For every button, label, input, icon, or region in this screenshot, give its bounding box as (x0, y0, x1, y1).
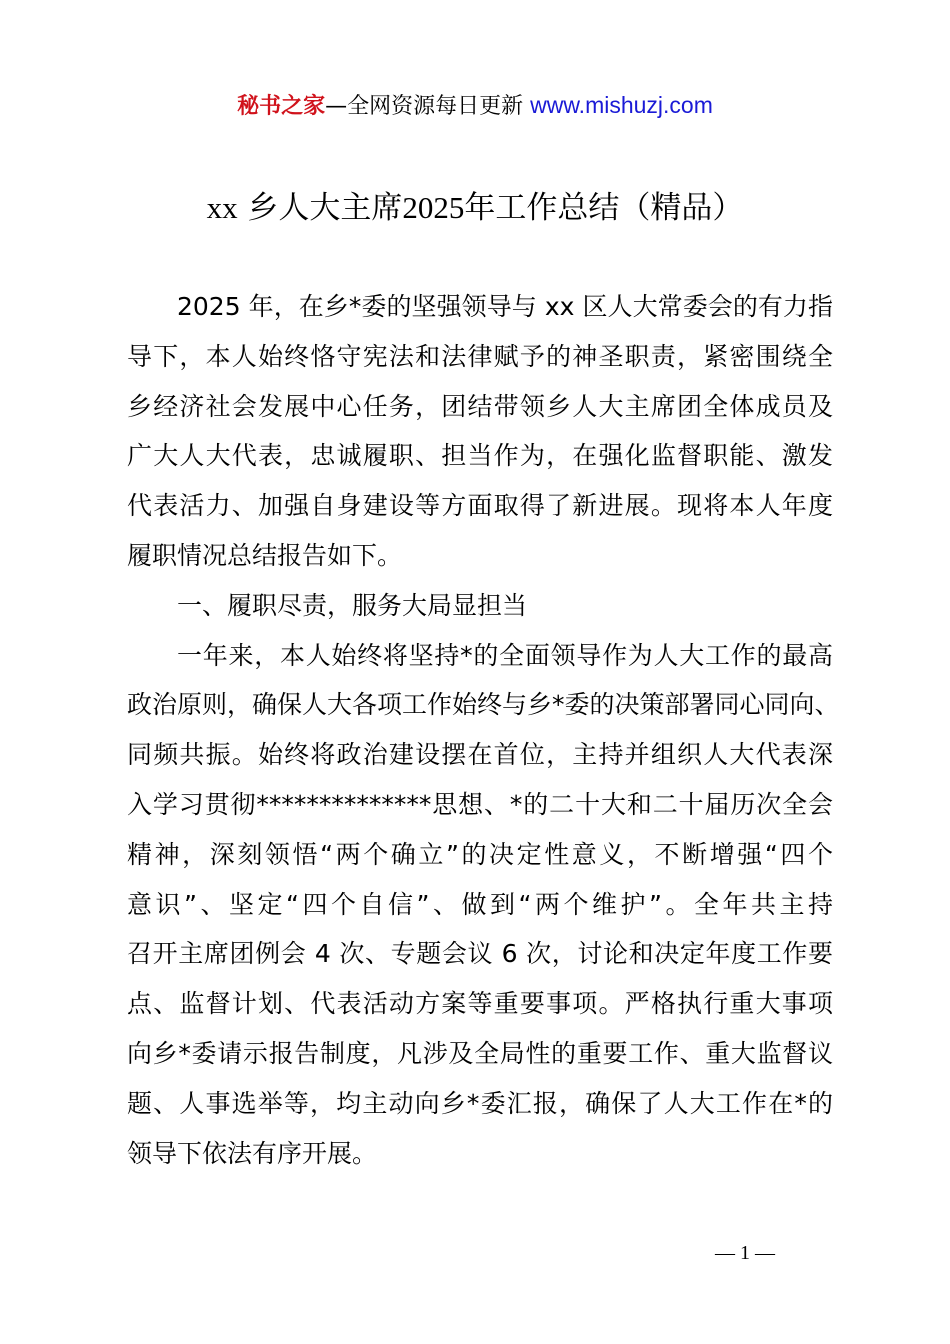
title-part-2: 年工作总结（精品） (464, 190, 744, 226)
paragraph-line: 意识”、坚定“四个自信”、做到“两个维护”。全年共主持 (127, 889, 833, 919)
paragraph-line: 一年来，本人始终将坚持*的全面领导作为人大工作的最高 (177, 640, 833, 670)
title-prefix: xx (206, 190, 238, 225)
paragraph-line: 召开主席团例会 4 次、专题会议 6 次，讨论和决定年度工作要 (127, 939, 833, 969)
page-number: — 1 — (715, 1242, 775, 1264)
title-part-1: 乡人大主席 (247, 190, 403, 226)
paragraph-line: 2025 年，在乡*委的坚强领导与 xx 区人大常委会的有力指 (177, 292, 833, 321)
paragraph-line: 精神，深刻领悟“两个确立”的决定性意义，不断增强“四个 (127, 839, 833, 869)
paragraph-line: 乡经济社会发展中心任务，团结带领乡人大主席团全体成员及 (127, 391, 833, 421)
paragraph-line: 政治原则，确保人大各项工作始终与乡*委的决策部署同心同向、 (127, 690, 840, 720)
site-header (0, 88, 950, 124)
paragraph-section-1 (127, 631, 840, 1179)
paragraph-line: 题、人事选举等，均主动向乡*委汇报，确保了人大工作在*的 (127, 1088, 833, 1118)
paragraph-line: 点、监督计划、代表活动方案等重要事项。严格执行重大事项 (127, 989, 833, 1019)
website-link[interactable]: www.mishuzj.com (530, 92, 713, 118)
paragraph-line: 履职情况总结报告如下。 (127, 540, 403, 570)
paragraph-line: 同频共振。始终将政治建设摆在首位，主持并组织人大代表深 (127, 740, 833, 770)
paragraph-intro (127, 282, 833, 581)
section-heading: 一、履职尽责，服务大局显担当 (177, 590, 528, 620)
paragraph-line: 向乡*委请示报告制度，凡涉及全局性的重要工作、重大监督议 (127, 1038, 833, 1068)
paragraph-line: 代表活力、加强自身建设等方面取得了新进展。现将本人年度 (127, 491, 833, 521)
brand-name: 秘书之家 (237, 94, 326, 119)
title-year: 2025 (402, 190, 465, 225)
document-body (127, 282, 840, 1178)
paragraph-line: 领导下依法有序开展。 (127, 1138, 378, 1168)
paragraph-line: 入学习贯彻**************思想、*的二十大和二十届历次全会 (127, 789, 833, 819)
document-title (0, 182, 950, 234)
paragraph-line: 广大人大代表，忠诚履职、担当作为，在强化监督职能、激发 (127, 441, 833, 471)
paragraph-line: 导下，本人始终恪守宪法和法律赋予的神圣职责，紧密围绕全 (127, 341, 833, 371)
header-tagline: —全网资源每日更新 (325, 94, 531, 119)
